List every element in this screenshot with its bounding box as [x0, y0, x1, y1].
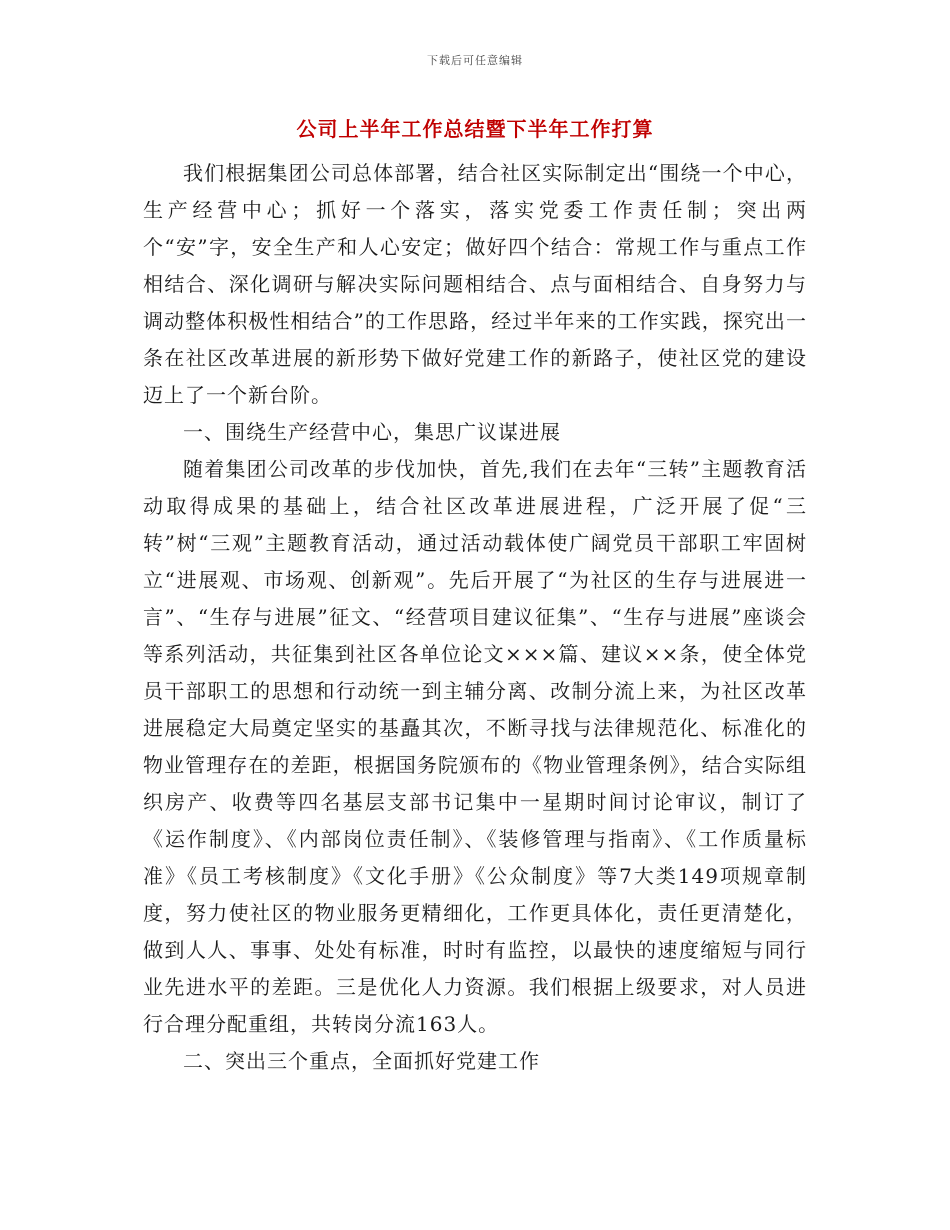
intro-paragraph: 我们根据集团公司总体部署，结合社区实际制定出“围绕一个中心，生产经营中心；抓好一个落实，落实党委工作责任制；突出两个“安”字，安全生产和人心安定；做好四个结合：常规工作与重点工作相结合、深化调研与解决实际问题相结合、点与面相结合、自身努力与调动整体积极性相结合”的工作思路，经过半年来的工作实践，探究出一条在社区改革进展的新形势下做好党建工作的新路子，使社区党的建设迈上了一个新台阶。	[143, 161, 807, 407]
section-heading-1: 一、围绕生产经营中心，集思广议谋进展	[183, 420, 561, 444]
page-header: 下载后可任意编辑	[427, 54, 523, 67]
section-heading-2: 二、突出三个重点，全面抓好党建工作	[183, 1049, 540, 1073]
document-body	[143, 155, 807, 1080]
document-title: 公司上半年工作总结暨下半年工作打算	[296, 117, 654, 141]
section-1-paragraph: 随着集团公司改革的步伐加快，首先,我们在去年“三转”主题教育活动取得成果的基础上，结合社区改革进展进程，广泛开展了促“三转”树“三观”主题教育活动，通过活动载体使广阔党员干部职工牢固树立“进展观、市场观、创新观”。先后开展了“为社区的生存与进展进一言”、“生存与进展”征文、“经营项目建议征集”、“生存与进展”座谈会等系列活动，共征集到社区各单位论文×××篇、建议××条，使全体党员干部职工的思想和行动统一到主辅分离、改制分流上来，为社区改革进展稳定大局奠定坚实的基矗其次，不断寻找与法律规范化、标准化的物业管理存在的差距，根据国务院颁布的《物业管理条例》，结合实际组织房产、收费等四名基层支部书记集中一星期时间讨论审议，制订了《运作制度》、《内部岗位责任制》、《装修管理与指南》、《工作质量标准》《员工考核制度》《文化手册》《公众制度》等7大类149项规章制度，努力使社区的物业服务更精细化，工作更具体化，责任更清楚化，做到人人、事事、处处有标准，时时有监控，以最快的速度缩短与同行业先进水平的差距。三是优化人力资源。我们根据上级要求，对人员进行合理分配重组，共转岗分流163人。	[143, 457, 807, 1036]
